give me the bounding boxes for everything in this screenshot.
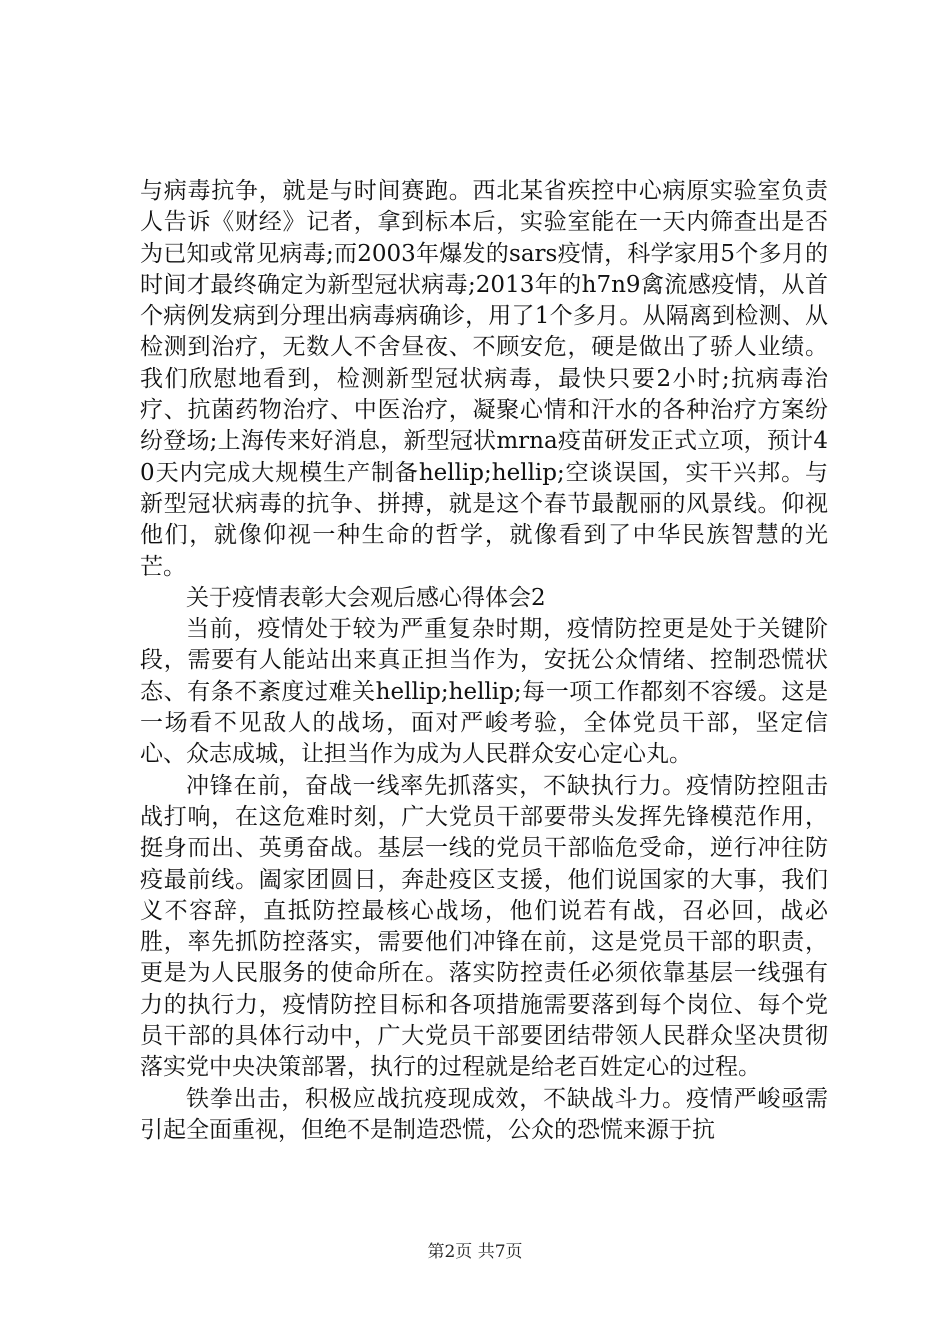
body-paragraph-1: 与病毒抗争，就是与时间赛跑。西北某省疾控中心病原实验室负责人告诉《财经》记者，拿到标本后，实验室能在一天内筛查出是否为已知或常见病毒;而2003年爆发的sars疫情，科学家用5个多月的时间才最终确定为新型冠状病毒;2013年的h7n9禽流感疫情，从首个病例发病到分理出病毒病确诊，用了1个多月。从隔离到检测、从检测到治疗，无数人不舍昼夜、不顾安危，硬是做出了骄人业绩。我们欣慰地看到，检测新型冠状病毒，最快只要2小时;抗病毒治疗、抗菌药物治疗、中医治疗，凝聚心情和汗水的各种治疗方案纷纷登场;上海传来好消息，新型冠状mrna疫苗研发正式立项，预计40天内完成大规模生产制备hellip;hellip;空谈误国，实干兴邦。与新型冠状病毒的抗争、拼搏，就是这个春节最靓丽的风景线。仰视他们，就像仰视一种生命的哲学，就像看到了中华民族智慧的光芒。 bbox=[140, 178, 828, 580]
page-footer: 第2页 共7页 bbox=[427, 1242, 523, 1262]
body-paragraph-4: 铁拳出击，积极应战抗疫现成效，不缺战斗力。疫情严峻亟需引起全面重视，但绝不是制造恐慌，公众的恐慌来源于抗 bbox=[140, 1085, 828, 1143]
body-paragraph-3: 冲锋在前，奋战一线率先抓落实，不缺执行力。疫情防控阻击战打响，在这危难时刻，广大党员干部要带头发挥先锋模范作用，挺身而出、英勇奋战。基层一线的党员干部临危受命，逆行冲往防疫最前线。阖家团圆日，奔赴疫区支援，他们说国家的大事，我们义不容辞，直抵防控最核心战场，他们说若有战，召必回，战必胜，率先抓防控落实，需要他们冲锋在前，这是党员干部的职责，更是为人民服务的使命所在。落实防控责任必须依靠基层一线强有力的执行力，疫情防控目标和各项措施需要落到每个岗位、每个党员干部的具体行动中，广大党员干部要团结带领人民群众坚决贯彻落实党中央决策部署，执行的过程就是给老百姓定心的过程。 bbox=[140, 772, 828, 1081]
document-body bbox=[140, 176, 828, 1146]
body-paragraph-2: 当前，疫情处于较为严重复杂时期，疫情防控更是处于关键阶段，需要有人能站出来真正担当作为，安抚公众情绪、控制恐慌状态、有条不紊度过难关hellip;hellip;每一项工作都刻不容缓。这是一场看不见敌人的战场，面对严峻考验，全体党员干部，坚定信心、众志成城，让担当作为成为人民群众安心定心丸。 bbox=[140, 616, 828, 768]
section-heading: 关于疫情表彰大会观后感心得体会2 bbox=[186, 584, 546, 611]
